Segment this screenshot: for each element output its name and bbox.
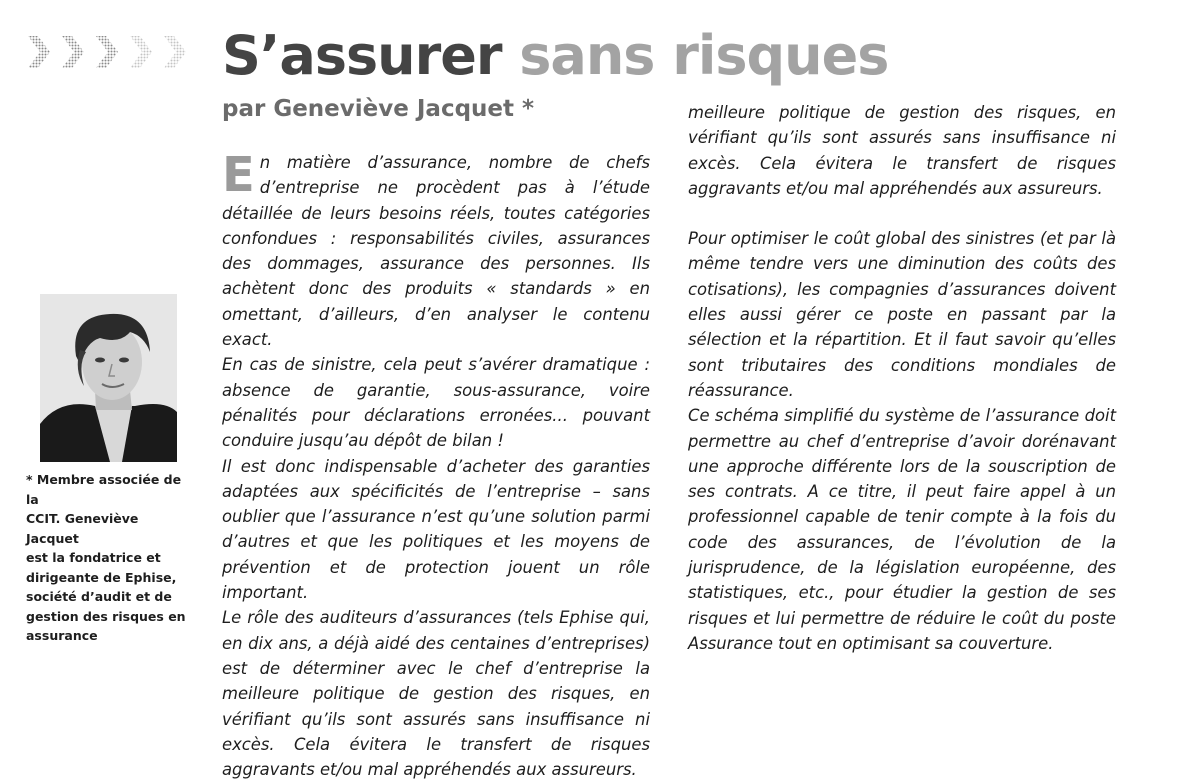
drop-cap: E: [222, 147, 255, 203]
author-portrait: [40, 294, 177, 462]
paragraph-1-text: n matière d’assurance, nombre de chefs d’entreprise ne procèdent pas à l’étude détaillée de leurs besoins réels, toutes catégories confondues : responsabilités civiles, assurances des dommages, assurance des personnes. Ils achètent donc des produits « standards » en omettant, d’ailleurs, d’en analyser le contenu exact.: [222, 153, 650, 350]
title-part-dark: S’assurer: [222, 24, 502, 87]
article-title: [222, 24, 888, 88]
title-part-light: sans risques: [519, 24, 889, 87]
double-chevron-arrows-icon: [26, 32, 196, 72]
paragraph-5: Pour optimiser le coût global des sinistres (et par là même tendre vers une diminution des coûts des cotisations), les compagnies d’assurances doivent elles aussi gérer ce poste en passant par la sélection et la répartition. Et il faut savoir qu’elles sont tributaires des conditions mondiales de réassurance.: [688, 229, 1116, 400]
article-column-2: [688, 100, 1116, 656]
paragraph-3: Il est donc indispensable d’acheter des garanties adaptées aux spécificités de l’entreprise – sans oublier que l’assurance n’est qu’une solution parmi d’autres et que les politiques et les moyens de prévention et de protection jouent un rôle important.: [222, 456, 650, 603]
paragraph-gap: [688, 201, 1116, 226]
paragraph-2: En cas de sinistre, cela peut s’avérer dramatique : absence de garantie, sous-assurance, voire pénalités pour déclarations erronées... pouvant conduire jusqu’au dépôt de bilan !: [222, 355, 650, 451]
author-byline: par Geneviève Jacquet *: [222, 96, 535, 122]
paragraph-4: Le rôle des auditeurs d’assurances (tels Ephise qui, en dix ans, a déjà aidé des centaines d’entreprises) est de déterminer avec le chef d’entreprise la meilleure politique de gestion des risques, en vérifiant qu’ils sont assurés sans insuffisance ni excès. Cela évitera le transfert de risques aggravants et/ou mal appréhendés aux assureurs.: [222, 608, 650, 780]
paragraph-1: [222, 147, 650, 352]
paragraph-6: Ce schéma simplifié du système de l’assurance doit permettre au chef d’entreprise d’avoir dorénavant une approche différente lors de la souscription de ses contrats. A ce titre, il peut faire appel à un professionnel capable de tenir compte à la fois du code des assurances, de l’évolution de la jurisprudence, de la législation européenne, des statistiques, etc., pour étudier la gestion de ses risques et lui permettre de réduire le coût du poste Assurance tout en optimisant sa couverture.: [688, 406, 1116, 653]
author-caption: * Membre associée de la CCIT. Geneviève Jacquet est la fondatrice et dirigeante de Ephise, société d’audit et de gestion des risques en assurance: [26, 472, 186, 643]
paragraph-4-continued: meilleure politique de gestion des risques, en vérifiant qu’ils sont assurés sans insuffisance ni excès. Cela évitera le transfert de risques aggravants et/ou mal appréhendés aux assureurs.: [688, 103, 1116, 198]
article-column-1: [222, 147, 650, 780]
